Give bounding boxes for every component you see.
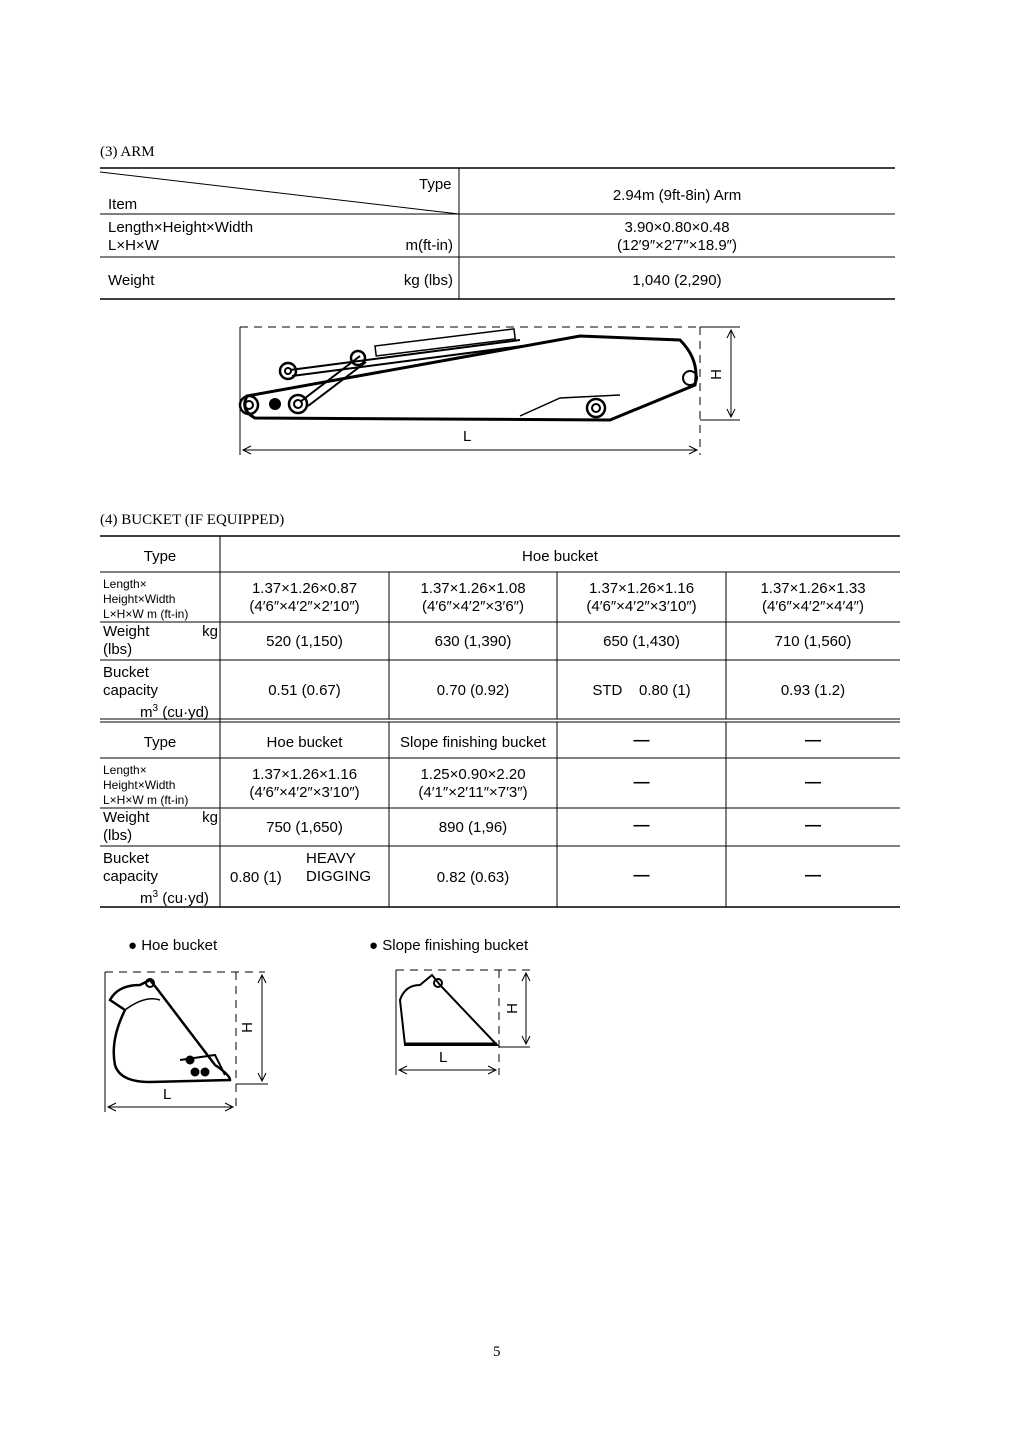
slope-fig-L: L	[439, 1049, 448, 1066]
arm-dim-value-2: (12′9″×2′7″×18.9″)	[617, 237, 737, 254]
bucket-dims-1: 1.37×1.26×0.87 (4′6″×4′2″×2′10″)	[249, 580, 360, 615]
bucket-weight-label: Weight kg (lbs)	[103, 623, 218, 658]
bucket-capacity-1: 0.51 (0.67)	[268, 682, 341, 699]
bucket-type-hoe: Hoe bucket	[522, 548, 598, 565]
bucket-type-2-3: —	[633, 732, 650, 749]
bucket-dims-2-1: 1.37×1.26×1.16 (4′6″×4′2″×3′10″)	[249, 766, 360, 801]
bucket-weight-2-2: 890 (1,96)	[438, 819, 508, 836]
arm-name: 2.94m (9ft-8in) Arm	[612, 187, 742, 204]
legend-hoe-bucket: ● Hoe bucket	[128, 937, 218, 954]
bucket-dims-4: 1.37×1.26×1.33 (4′6″×4′2″×4′4″)	[760, 580, 866, 615]
bucket-capacity-2-1-value: 0.80 (1)	[230, 869, 282, 886]
legend-slope-bucket: ● Slope finishing bucket	[369, 937, 529, 954]
arm-header-type: Type	[419, 176, 452, 193]
bucket-capacity-2-3: —	[633, 867, 650, 884]
bucket-type-label: Type	[143, 548, 177, 565]
slope-fig-H: H	[503, 1003, 521, 1014]
bucket-capacity-label: Bucket capacity $m^3$ (cu·yd)	[103, 664, 209, 721]
bucket-capacity-2-4: —	[805, 867, 821, 884]
bucket-weight-1: 520 (1,150)	[266, 633, 343, 650]
bucket-weight-2-4: —	[805, 817, 821, 834]
bucket-dim-label-2: Length× Height×Width L×H×W m (ft-in)	[103, 763, 189, 807]
arm-dim-label-2: L×H×W	[108, 237, 159, 254]
bucket-weight-3: 650 (1,430)	[603, 633, 680, 650]
bucket-weight-2-3: —	[633, 817, 650, 834]
arm-fig-H: H	[707, 369, 725, 380]
arm-header-item: Item	[108, 196, 138, 213]
bucket-dims-2-3: —	[633, 774, 650, 791]
hoe-fig-H: H	[238, 1022, 256, 1033]
arm-dim-label-1: Length×Height×Width	[108, 219, 254, 236]
bucket-weight-label-2: Weight kg (lbs)	[103, 809, 218, 844]
bucket-weight-2-1: 750 (1,650)	[266, 819, 343, 836]
bucket-capacity-3: STD 0.80 (1)	[592, 682, 691, 699]
bucket-weight-4: 710 (1,560)	[774, 633, 852, 650]
bucket-dims-2-2: 1.25×0.90×2.20 (4′1″×2′11″×7′3″)	[418, 766, 528, 801]
arm-weight-unit: kg (lbs)	[403, 272, 453, 289]
arm-weight-value: 1,040 (2,290)	[632, 272, 722, 289]
bucket-capacity-2: 0.70 (0.92)	[436, 682, 510, 699]
arm-dim-value-1: 3.90×0.80×0.48	[624, 219, 730, 236]
bucket-dims-2-4: —	[805, 774, 821, 791]
bucket-type-2-2: Slope finishing bucket	[400, 734, 546, 751]
slope-bucket-diagram	[390, 965, 540, 1080]
arm-dim-unit: m(ft-in)	[405, 237, 453, 254]
arm-fig-L: L	[463, 428, 472, 445]
bucket-dim-label: Length× Height×Width L×H×W m (ft-in)	[103, 577, 189, 621]
bucket-dims-2: 1.37×1.26×1.08 (4′6″×4′2″×3′6″)	[420, 580, 526, 615]
bucket-type-2-1: Hoe bucket	[266, 734, 343, 751]
arm-weight-label: Weight	[108, 272, 155, 289]
bucket-dims-3: 1.37×1.26×1.16 (4′6″×4′2″×3′10″)	[586, 580, 697, 615]
bucket-section-title: (4) BUCKET (IF EQUIPPED)	[100, 512, 285, 528]
bucket-weight-2: 630 (1,390)	[434, 633, 512, 650]
bucket-capacity-2-1-note: HEAVY DIGGING	[306, 850, 372, 885]
bucket-capacity-label-2: Bucket capacity $m^3$ (cu·yd)	[103, 850, 209, 907]
bucket-capacity-4: 0.93 (1.2)	[780, 682, 846, 699]
page-number: 5	[493, 1344, 501, 1360]
hoe-fig-L: L	[163, 1086, 172, 1103]
bucket-type-2-4: —	[805, 732, 821, 749]
hoe-bucket-diagram	[100, 965, 275, 1120]
bucket-capacity-2-2: 0.82 (0.63)	[436, 869, 510, 886]
arm-section-title: (3) ARM	[100, 144, 155, 160]
bucket-type-label-2: Type	[143, 734, 177, 751]
